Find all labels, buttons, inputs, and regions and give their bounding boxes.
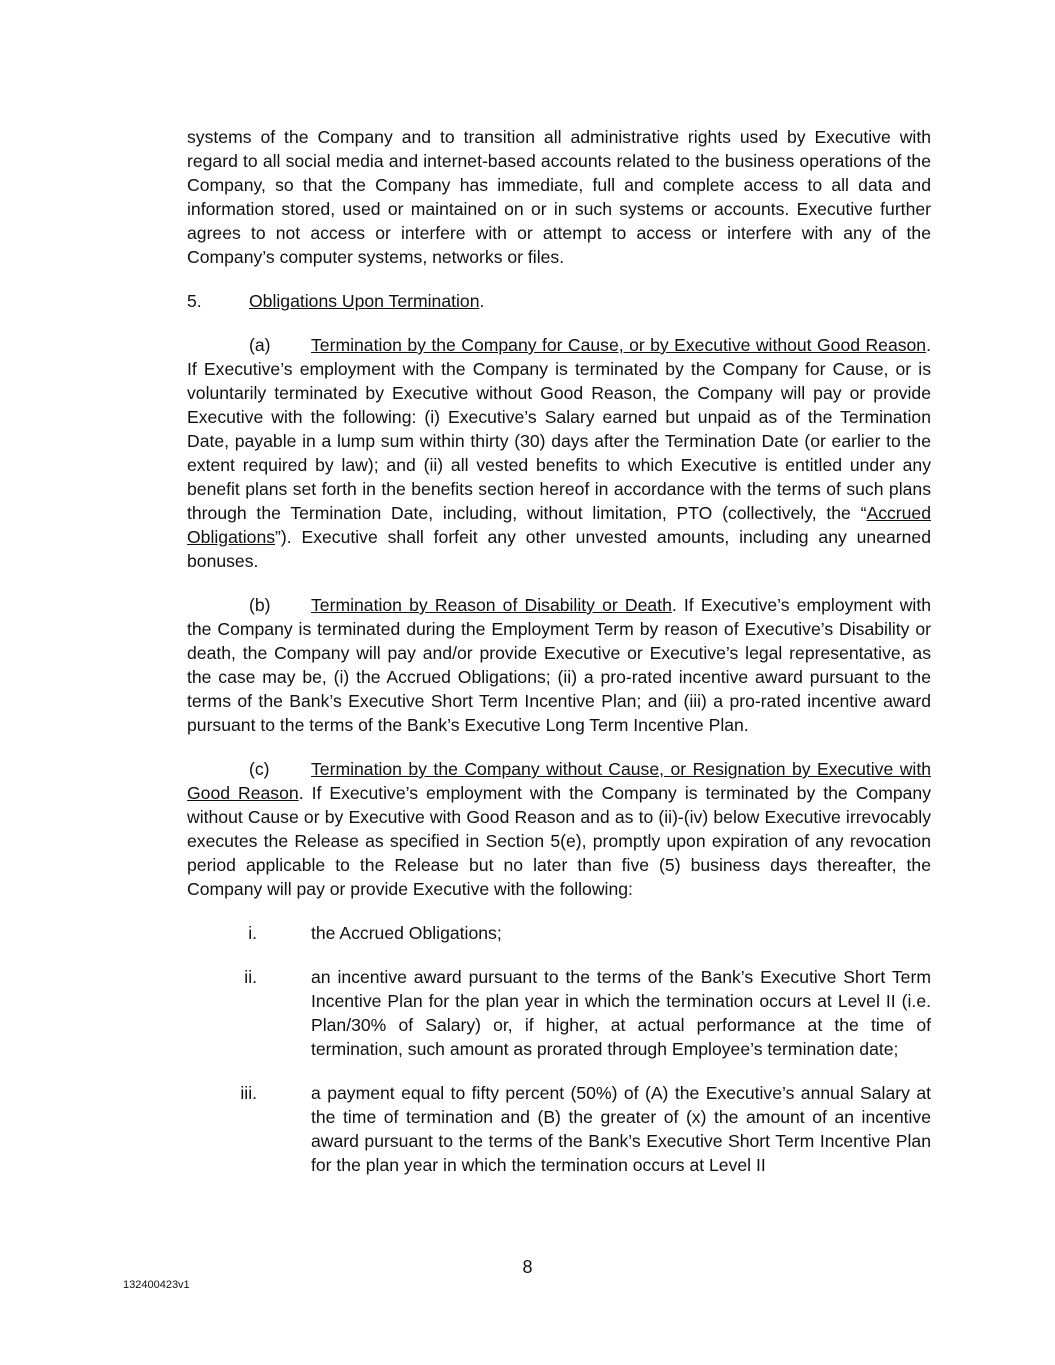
paragraph-c	[187, 757, 931, 901]
section-title-suffix: .	[479, 291, 485, 311]
list-item-number: i.	[248, 923, 257, 943]
paragraph-c-label: (c)	[249, 759, 270, 779]
section-title: Obligations Upon Termination	[249, 291, 480, 311]
paragraph-c-text: . If Executive’s employment with the Company is terminated by the Company without Cause or by Executive with Good Reason and as to (ii)-(iv) below Executive irrevocably executes the Release as specified in Section 5(e), promptly upon expiration of any revocation period applicable to the Release but no later than five (5) business days thereafter, the Company will pay or provide Executive with the following:	[187, 783, 931, 899]
section-5-heading	[187, 289, 931, 313]
list-item-number: ii.	[244, 967, 257, 987]
paragraph-a	[187, 333, 931, 573]
list-item-text: the Accrued Obligations;	[311, 923, 502, 943]
list-item-text: an incentive award pursuant to the terms of the Bank’s Executive Short Term Incentive Plan for the plan year in which the termination occurs at Level II (i.e. Plan/30% of Salary) or, if higher, at actual performance at the time of termination, such amount as prorated through Employee’s termination date;	[311, 967, 931, 1059]
paragraph-c-heading: Termination by the Company without Cause, or Resignation by Executive with Good Reason	[187, 759, 931, 803]
defined-term-accrued-obligations: Accrued Obligations	[187, 503, 931, 547]
paragraph-b-heading: Termination by Reason of Disability or Death	[311, 595, 672, 615]
page-number: 8	[522, 1257, 533, 1277]
paragraph-b-text: . If Executive’s employment with the Company is terminated during the Employment Term by reason of Executive’s Disability or death, the Company will pay and/or provide Executive or Executive’s legal representative, as the case may be, (i) the Accrued Obligations; (ii) a pro-rated incentive award pursuant to the terms of the Bank’s Executive Short Term Incentive Plan; and (iii) a pro-rated incentive award pursuant to the terms of the Bank’s Executive Long Term Incentive Plan.	[187, 595, 931, 735]
intro-paragraph: systems of the Company and to transition all administrative rights used by Executive with regard to all social media and internet-based accounts related to the business operations of the Company, so that the Company has immediate, full and complete access to all data and information stored, used or maintained on or in such systems or accounts. Executive further agrees to not access or interfere with or attempt to access or interfere with any of the Company’s computer systems, networks or files.	[187, 127, 931, 267]
paragraph-a-label: (a)	[249, 335, 271, 355]
document-body	[187, 125, 931, 1177]
paragraph-a-text-1: . If Executive’s employment with the Company is terminated by the Company for Cause, or is voluntarily terminated by Executive without Good Reason, the Company will pay or provide Executive with the following: (i) Executive’s Salary earned but unpaid as of the Termination Date, payable in a lump sum within thirty (30) days after the Termination Date (or earlier to the extent required by law); and (ii) all vested benefits to which Executive is entitled under any benefit plans set forth in the benefits section hereof in accordance with the terms of such plans through the Termination Date, including, without limitation, PTO (collectively, the “	[187, 335, 931, 523]
document-id: 132400423v1	[123, 1279, 190, 1291]
list-item-text: a payment equal to fifty percent (50%) of (A) the Executive’s annual Salary at the time of termination and (B) the greater of (x) the amount of an incentive award pursuant to the terms of the Bank’s Executive Short Term Incentive Plan for the plan year in which the termination occurs at Level II	[311, 1083, 931, 1175]
list-item	[187, 1081, 931, 1177]
section-number: 5.	[187, 291, 202, 311]
list-item-number: iii.	[240, 1083, 257, 1103]
paragraph-a-text-2: ”). Executive shall forfeit any other unvested amounts, including any unearned bonuses.	[187, 527, 931, 571]
paragraph-b-label: (b)	[249, 595, 271, 615]
paragraph-a-heading: Termination by the Company for Cause, or by Executive without Good Reason	[311, 335, 927, 355]
list-item	[187, 921, 931, 945]
list-item	[187, 965, 931, 1061]
paragraph-b	[187, 593, 931, 737]
